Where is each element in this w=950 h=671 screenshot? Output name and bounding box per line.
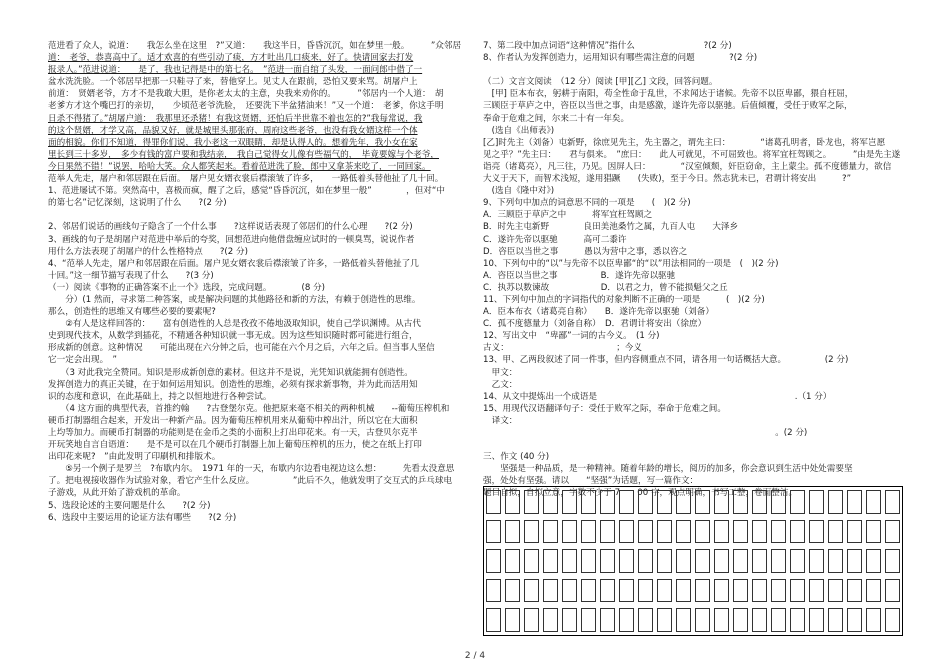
text-line: 道： 老爷，恭喜高中了。适才欢喜的有些引动了痰，方才吐出几口痰来，好了。快请回家去打发 [48,53,414,64]
text-line: 史到现代技术，从数学到插花，不精通各种知识就一事无成。因为这些知识随时都可能进行组合， [48,331,418,342]
text-line: 三顾臣于草庐之中，咨臣以当世之事，由是感激，遂许先帝以驱驰。后值倾覆，受任于败军之际， [483,101,853,112]
grid-cell [847,579,862,603]
grid-cell [619,490,634,514]
grid-cell [714,608,729,632]
text-line [483,439,903,451]
grid-cell [847,608,862,632]
grid-cell [505,490,520,514]
grid-cell [695,549,710,573]
grid-cell [752,549,767,573]
grid-cell [733,520,748,544]
text-line: 5、选段论述的主要问题是什么 ?(2 分) [48,500,211,511]
grid-cell [600,608,615,632]
grid-cell [809,520,824,544]
grid-cell [657,520,672,544]
text-line: 14、从文中提炼出一个成语是 .（1 分） [483,391,832,402]
text-line: 题目自拟，自拟立意，字数不少于 7 00 字，观点明确，书写工整，卷面整洁。 [483,488,798,499]
text-line: 出印花来呢? ”由此发明了印刷机和排版术。 [48,452,221,463]
grid-cell [885,520,900,544]
grid-cell [543,579,558,603]
grid-cell [562,490,577,514]
grid-cell [524,608,539,632]
text-line: C．执苏以数谏故 D．以君之力，曾不能损魁父之丘 [483,282,728,293]
text-line: 。(2 分) [483,428,808,438]
grid-cell [543,549,558,573]
grid-cell [885,490,900,514]
text-line: 10、下列句中的“以”与先帝不以臣卑鄙“的“以”用法相同的一项是 ( )(2 分) [483,258,779,269]
text-line: 它一定会出现。 ” [48,355,117,366]
grid-cell [752,490,767,514]
grid-cell [676,608,691,632]
text-line: 3、画线的句子是胡屠户对范进中举后的夸奖，回想范进向他借盘缠应试时的一顿臭骂，说说作者 [48,234,415,245]
grid-cell [600,520,615,544]
grid-cell [638,579,653,603]
text-line: 见之乎？”先主曰： 君与俱来。 ”庶曰： 此人可就见，不可屈致也。将军宜枉驾顾之。 ”由是先主遂 [483,149,901,160]
text-line: (选自《出师表》) [483,125,555,136]
grid-cell [866,608,881,632]
left-column [48,40,466,524]
grid-cell [581,549,596,573]
grid-cell [619,608,634,632]
grid-cell [619,549,634,573]
text-line: (选自《隆中对》) [483,186,555,197]
grid-cell [505,520,520,544]
grid-cell [600,490,615,514]
text-line: 报录人。”范进说道： 是了，我也记得是中的第七名。 ”范进一面自绾了头发，一面问郎中借了一 [48,65,423,76]
grid-cell [638,490,653,514]
grid-cell [676,520,691,544]
text-line: 形成新的创意。这种情况 可能出现在六分钟之后，也可能在六个月之后，六年之后。但当事人坚信 [48,343,435,354]
text-line: 坚强是一种品质，是一种精神。随着年龄的增长，阅历的加多，你会意识到生活中处处需要坚 [483,464,853,475]
grid-cell [828,490,843,514]
grid-cell [486,608,501,632]
grid-cell [809,490,824,514]
grid-cell [771,520,786,544]
grid-cell [809,608,824,632]
grid-cell [866,520,881,544]
text-line: ⑤另一个例子是罗兰 ?布歇内尔。 1971 年的一天，布歇内尔边看电视边这么想： 先看太没意思 [48,464,455,475]
text-line: 日杀不得猪了。”胡屠户道： 我那里还杀猪！有我这贤婿，还怕后半世靠不着也怎的?”我每常说，我 [48,113,423,124]
grid-cell [847,520,862,544]
grid-cell [600,579,615,603]
grid-cell [847,490,862,514]
grid-cell [524,520,539,544]
text-line: 译文： [483,415,518,426]
grid-cell [714,490,729,514]
text-line: 9、下列句中加点的词意思不同的一项是 ( )(2 分) [483,198,691,209]
grid-cell [752,520,767,544]
grid-cell [505,579,520,603]
grid-cell [486,490,501,514]
grid-cell [828,549,843,573]
grid-cell [790,549,805,573]
text-line: B．时先主屯新野 良田美池桑竹之属，九百人屯 大泽乡 [483,222,739,233]
text-line: 盆水洗洗脸。一个邻居早把那一只鞋寻了来，替他穿上。见丈人在跟前，恐怕又要来骂。胡屠户上 [48,77,418,88]
text-line: 面的相貌。你们不知道，得罪你们说，我小老这一双眼睛，却是认得人的。想着先年，我小女在家 [48,137,418,148]
grid-cell [752,579,767,603]
grid-cell [581,520,596,544]
grid-cell [543,520,558,544]
text-line: 老爹方才这个嘴巴打的亲切， 少顷范老爷洗脸， 还要洗下半盆猪油来！”又一个道： 老爹，你这手明 [48,101,444,112]
text-line: 11、下列句中加点的字词指代的对象判断不正确的一项是 ( )(2 分) [483,294,765,305]
grid-cell [866,579,881,603]
text-line: 甲文： [483,367,518,378]
grid-cell [657,579,672,603]
text-line: A．臣本布衣（诸葛亮自称） B．遂许先帝以驱驰（刘备） [483,307,714,318]
text-line: A．三顾臣于草庐之中 将军宜枉驾顾之 [483,210,653,221]
text-line: [乙]时先主（刘备）屯新野，徐庶见先主，先主器之，谓先主曰： “诸葛孔明者，卧龙也，将军岂愿 [483,137,886,148]
grid-cell [885,579,900,603]
grid-cell [657,490,672,514]
grid-cell [733,549,748,573]
grid-cell [524,549,539,573]
text-line: （3 对此我完全赞同。知识是形成新创意的素材。但这并不是说，光凭知识就能拥有创造性。 [48,367,413,378]
grid-cell [714,579,729,603]
text-line: 上均等加力。而硬币打制器的功能则是在金币之类的小面积上打出印花来。有一天，古登贝尔克半 [48,428,418,438]
text-line: 开玩笑地自言自语道： 是不是可以在几个硬币打制器上加上葡萄压榨机的压力，使之在纸上打印 [48,440,422,451]
grid-cell [809,549,824,573]
grid-cell [771,579,786,603]
text-line: 前道： 贤婿老爷，方才不是我敢大胆，是你老太太的主意，央我来劝你的。 ”邻居内一个人道： 胡 [48,89,444,100]
text-line [483,64,903,76]
page-number: 2 / 4 [464,651,486,661]
text-line: 范进看了众人，说道： 我怎么坐在这里 ?”又道： 我这半日，昏昏沉沉，如在梦里一般。 ”众邻居 [48,41,462,51]
grid-cell [543,490,558,514]
text-line: C．孤不度德量力（刘备自称） D．君谓计将安出（徐庶） [483,319,707,330]
text-line: C．遂许先帝以驱驰 高可二黍许 [483,234,627,245]
text-line: 15、用现代汉语翻译句子：受任于败军之际，奉命于危难之间。 [483,403,726,414]
grid-cell [676,549,691,573]
text-line: （一）阅读《事物的正确答案不止一个》选段，完成问题。 (8 分) [48,282,326,293]
grid-cell [790,490,805,514]
text-line: 硬币打制器组合起来，开发出一种新产品。因为葡萄压榨机用来从葡萄中榨出汁，所以它在大面积 [48,415,418,426]
text-line [48,209,466,221]
text-line: 三、作文 (40 分) [483,452,550,463]
grid-cell [828,579,843,603]
text-line: 12、写出文中 “卑鄙”一词的古今义。 (1 分) [483,331,660,342]
grid-cell [771,549,786,573]
grid-cell [581,579,596,603]
text-line: （二）文言文阅读 （12 分）阅读 [甲][乙] 文段，回答问题。 [483,77,718,88]
grid-cell [695,520,710,544]
grid-cell [524,579,539,603]
grid-cell [733,579,748,603]
grid-cell [524,490,539,514]
text-line: 里长到三十多岁， 多少有钱的富户要和我结亲， 我自己觉得女儿像有些福气的， 毕竟要嫁与个老爷， [48,149,440,160]
text-line: 用什么方法表现了胡屠户的什么性格特点 ?(2 分) [48,246,248,257]
grid-cell [638,549,653,573]
grid-cell [733,608,748,632]
text-line: 1、范进屡试不第。突然高中，喜极而疯，醒了之后，感觉“昏昏沉沉，如在梦里一般” ，但对“中 [48,186,445,197]
text-line: 发挥创造力的真正关键，在于如何运用知识。创造性的思维，必须有探求新事物，并为此而活用知 [48,379,418,390]
grid-cell [581,490,596,514]
text-line: 强，处处有坚强。请以 “坚强”为话题，写一篇作文： [483,476,699,487]
text-line: 乙文： [483,379,518,390]
text-line: 那么，创造性的思维又有哪些必要的要素呢? [48,307,216,318]
text-line: 了。把电视接收器作为试验对象，看它产生什么反应。 ”此后不久，他就发明了交互式的乒乓球电 [48,476,453,487]
text-line: 今日果然不错！”说罢，哈哈大笑。众人都笑起来。看着范进洗了脸，郎中又拿茶来吃了，一同回家。 [48,161,431,172]
grid-cell [809,579,824,603]
grid-cell [600,549,615,573]
grid-cell [562,549,577,573]
text-line: ②有人是这样回答的： 富有创造性的人总是孜孜不倦地汲取知识，使自己学识渊博。从古代 [48,319,421,330]
grid-cell [657,549,672,573]
grid-cell [847,549,862,573]
grid-cell [619,520,634,544]
grid-cell [562,579,577,603]
text-line: （4 这方面的典型代表，首推约翰 ?古登堡尔克。他把原来毫不相关的两种机械 --葡萄压榨机和 [48,403,450,414]
grid-cell [714,549,729,573]
grid-cell [790,520,805,544]
composition-grid [483,486,903,636]
grid-cell [790,579,805,603]
grid-cell [486,520,501,544]
grid-cell [866,490,881,514]
text-line: 大义于天下，而智术浅短，遂用猖蹶 (失败)，至于今日。然志犹未已，君谓计将安出 ?” [483,174,852,185]
grid-cell [885,549,900,573]
text-line: 子游戏，从此开始了游戏机的革命。 [48,488,186,499]
text-line: A．咨臣以当世之事 B．遂许先帝以驱驰 [483,270,676,281]
grid-cell [638,520,653,544]
grid-cell [486,549,501,573]
grid-cell [790,608,805,632]
text-line: 的这个贤婿，才学又高，品貌又好，就是城里头那张府、周府这些老爷，也没有我女婿这样一个体 [48,125,418,136]
grid-cell [581,608,596,632]
grid-cell [714,520,729,544]
grid-cell [676,579,691,603]
grid-cell [695,579,710,603]
right-column [483,40,903,500]
text-line: 识的态度和意识，在此基础上，持之以恒地进行各种尝试。 [48,391,272,402]
text-line: 6、选段中主要运用的论证方法有哪些 ?(2 分) [48,512,237,523]
grid-cell [866,549,881,573]
text-line: D．咨臣以当世之事 愚以为营中之事，悉以咨之 [483,246,688,257]
grid-cell [486,579,501,603]
grid-cell [752,608,767,632]
text-line: 8、作者认为发挥创造力，运用知识有哪些需注意的问题 ?(2 分) [483,53,758,64]
text-line: 十回。”这一细节描写表现了什么 ?(3 分) [48,270,214,281]
grid-cell [543,608,558,632]
text-line: 的第七名”记忆深刻，这说明了什么 ?(2 分) [48,198,227,209]
text-line: 7、第二段中加点词语“这种情况”指什么 ?(2 分) [483,41,732,51]
text-line: 分）(1 然而，寻求第二种答案，或是解决问题的其他路径和新的方法，有赖于创造性的思维。 [48,294,421,305]
grid-cell [771,490,786,514]
text-line: [甲] 臣本布衣，躬耕于南阳，苟全性命于乱世，不求闻达于诸候。先帝不以臣卑鄙，猥自枉屈， [483,89,854,100]
grid-cell [505,608,520,632]
grid-cell [771,608,786,632]
text-line: 奉命于危难之间，尔来二十有一年矣。 [483,113,630,124]
text-line: 13、甲、乙两段叙述了同一件事，但内容侧重点不同，请各用一句话概括大意。 (2 分) [483,355,849,366]
text-line: 范举人先走，屠户和邻居跟在后面。 屠户见女婿衣裳后襟滚皱了许多， 一路低着头替他扯了几十回。 [48,174,444,185]
grid-cell [828,608,843,632]
grid-cell [657,608,672,632]
text-line: 古义： ；今义 [483,343,754,354]
grid-cell [505,549,520,573]
grid-cell [562,608,577,632]
grid-cell [619,579,634,603]
grid-cell [828,520,843,544]
text-line: 4、“范举人先走，屠户和邻居跟在后面。屠户见女婿衣裳后襟滚皱了许多，一路低着头替他扯了几 [48,258,419,269]
text-line: 诣亮（诸葛亮），凡三往，乃见。因屏人曰： “汉室倾颓，奸臣窃命，主上蒙尘。孤不度德量力，欲信 [483,161,892,172]
grid-cell [676,490,691,514]
grid-cell [562,520,577,544]
grid-cell [733,490,748,514]
grid-cell [885,608,900,632]
text-line: 2、邻居们说话的画线句子隐含了一个什么事 ?这样说话表现了邻居们的什么心理 ?(2 分) [48,222,413,233]
grid-cell [695,490,710,514]
grid-cell [638,608,653,632]
grid-cell [695,608,710,632]
